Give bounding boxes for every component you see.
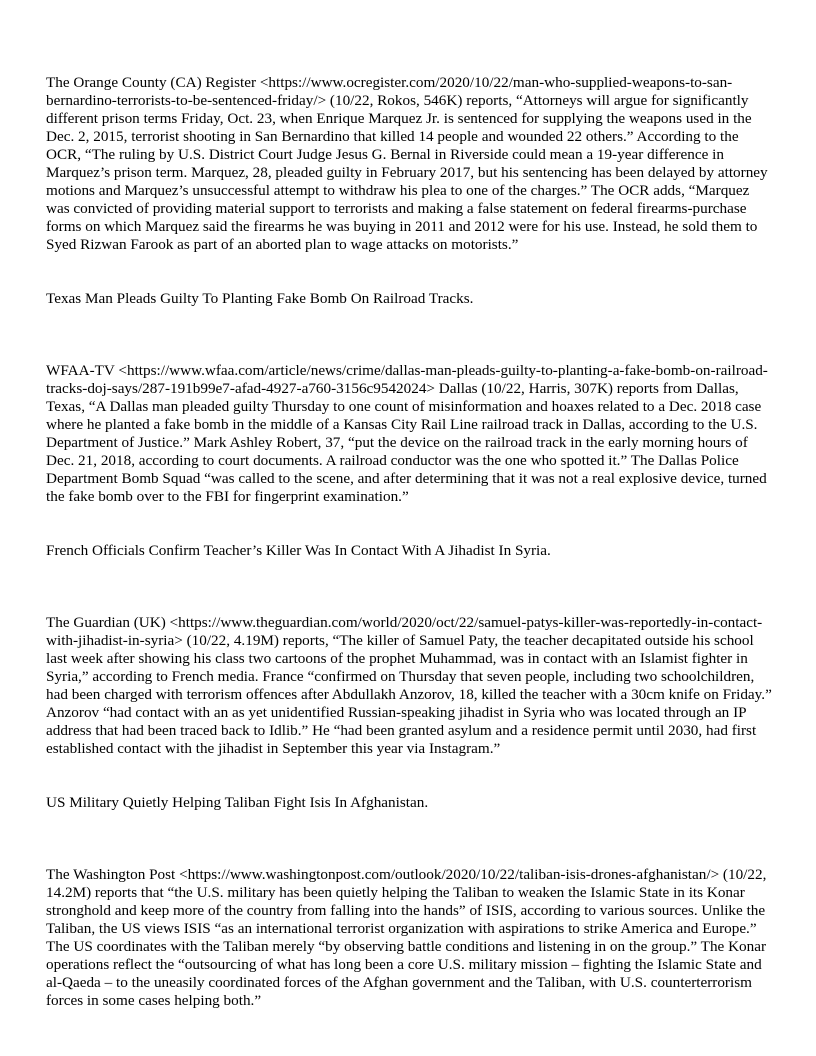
article-paragraph-wfaa: WFAA-TV <https://www.wfaa.com/article/news/crime/dallas-man-pleads-guilty-to-planting-a-fake-bomb-on-railroad-tracks-doj-says/287-191b99e7-afad-4927-a760-3156c9542024> Dallas (10/22, Harris, 307K) reports from Dallas, Texas, “A Dallas man pleaded guilty Thursday to one count of misinformation and hoaxes related to a Dec. 2018 case where he planted a fake bomb in the middle of a Kansas City Rail Line railroad track in Dallas, according to the U.S. Department of Justice.” Mark Ashley Robert, 37, “put the device on the railroad track in the early morning hours of Dec. 21, 2018, according to court documents. A railroad conductor was the one who spotted it.” The Dallas Police Department Bomb Squad “was called to the scene, and after determining that it was not a real explosive device, turned the fake bomb over to the FBI for fingerprint examination.” (46, 362, 768, 505)
spacer (46, 254, 776, 290)
article-paragraph-guardian: The Guardian (UK) <https://www.theguardian.com/world/2020/oct/22/samuel-patys-killer-was-reportedly-in-contact-with-jihadist-in-syria> (10/22, 4.19M) reports, “The killer of Samuel Paty, the teacher decapitated outside his school last week after showing his class two cartoons of the prophet Muhammad, was in contact with an Islamist fighter in Syria,” according to French media. France “confirmed on Thursday that seven people, including two schoolchildren, had been charged with terrorism offences after Abdullakh Anzorov, 18, killed the teacher with a 30cm knife on Friday.” Anzorov “had contact with an as yet unidentified Russian-speaking jihadist in Syria who was located through an IP address that had been traced back to Idlib.” He “had been granted asylum and a residence permit until 2030, had first established contact with the jihadist in September this year via Instagram.” (46, 614, 772, 757)
headline-french-teacher-killer: French Officials Confirm Teacher’s Killer Was In Contact With A Jihadist In Syria. (46, 542, 551, 559)
spacer (46, 758, 776, 794)
article-paragraph-ocregister: The Orange County (CA) Register <https://www.ocregister.com/2020/10/22/man-who-supplied-weapons-to-san-bernardino-terrorists-to-be-sentenced-friday/> (10/22, Rokos, 546K) reports, “Attorneys will argue for significantly different prison terms Friday, Oct. 23, when Enrique Marquez Jr. is sentenced for supplying the weapons used in the Dec. 2, 2015, terrorist shooting in San Bernardino that killed 14 people and wounded 22 others.” According to the OCR, “The ruling by U.S. District Court Judge Jesus G. Bernal in Riverside could mean a 19-year difference in Marquez’s prison term. Marquez, 28, pleaded guilty in February 2017, but his sentencing has been delayed by attorney motions and Marquez’s unsuccessful attempt to withdraw his plea to one of the charges.” The OCR adds, “Marquez was convicted of providing material support to terrorists and making a false statement on federal firearms-purchase forms on which Marquez said the firearms he was buying in 2011 and 2012 were for his use. Instead, he sold them to Syed Rizwan Farook as part of an aborted plan to wage attacks on motorists.” (46, 74, 768, 253)
spacer (46, 560, 776, 614)
spacer (46, 308, 776, 362)
headline-texas-fake-bomb: Texas Man Pleads Guilty To Planting Fake Bomb On Railroad Tracks. (46, 290, 474, 307)
document-page (46, 74, 776, 1010)
spacer (46, 506, 776, 542)
spacer (46, 812, 776, 866)
article-paragraph-washington-post: The Washington Post <https://www.washingtonpost.com/outlook/2020/10/22/taliban-isis-drones-afghanistan/> (10/22, 14.2M) reports that “the U.S. military has been quietly helping the Taliban to weaken the Islamic State in its Konar stronghold and keep more of the country from falling into the hands” of ISIS, according to various sources. Unlike the Taliban, the US views ISIS “as an international terrorist organization with aspirations to strike America and Europe.” The US coordinates with the Taliban merely “by observing battle conditions and listening in on the group.” The Konar operations reflect the “outsourcing of what has long been a core U.S. military mission – fighting the Islamic State and al-Qaeda – to the uneasily coordinated forces of the Afghan government and the Taliban, with U.S. counterterrorism forces in some cases helping both.” (46, 866, 767, 1009)
headline-us-military-taliban: US Military Quietly Helping Taliban Fight Isis In Afghanistan. (46, 794, 429, 811)
